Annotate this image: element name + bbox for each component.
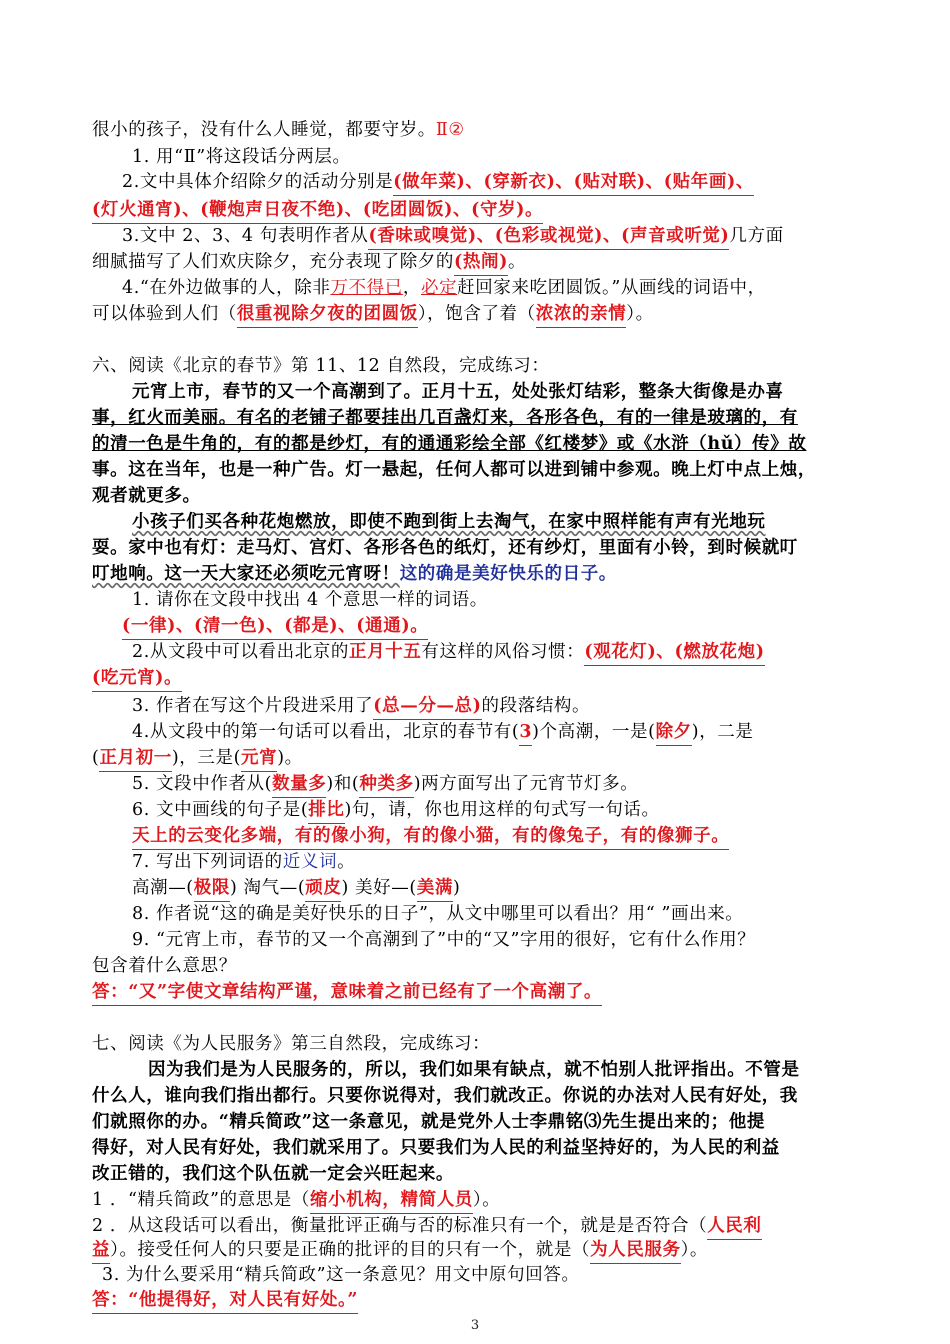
question-text: 几方面 [729,226,784,246]
s7-question-2-cont [92,1238,872,1263]
s7-para-line [92,1136,872,1161]
s6-question-2 [132,640,872,665]
s6-question-7 [132,850,872,875]
question-text: ）。 [680,1240,709,1260]
question-text: 3.文中 2、3、4 句表明作者从 [122,226,369,246]
question-text: ， [402,278,421,298]
highlight-word: 近义词 [282,852,338,872]
question-text: 2 ．从这段话可以看出，衡量批评正确与否的标准只有一个，就是是否符合（ [92,1216,708,1236]
answer-text: (一律)、(清一色)、(都是)、(通通)。 [122,614,428,640]
question-4-cont [92,302,872,327]
passage-text: 事。这在当年，也是一种广告。灯一悬起，任何人都可以进到铺中参观。晚上灯中点上烛， [92,460,816,480]
passage-text: 小孩子们买各种花炮燃放，即使不跑到街上去淘气，在家中照样能有声有光地玩 [132,512,766,532]
question-text: 细腻描写了人们欢庆除夕，充分表现了除夕的 [92,252,454,272]
question-4 [122,276,872,301]
s6-para2-line [92,536,872,561]
question-text: )两方面写出了元宵节灯多。 [413,774,639,794]
s6-para1-line [92,432,872,457]
question-text: ）。接受任何人的只要是正确的批评的目的只有一个，就是（ [110,1240,591,1260]
s6-para1-line [92,484,872,509]
question-text: 可以体验到人们（ [92,304,237,324]
question-text: 。 [337,852,356,872]
question-text: 8. 作者说“这的确是美好快乐的日子”，从文中哪里可以看出？用“ ”画出来。 [132,904,744,924]
page-number: 3 [470,1318,480,1333]
answer-text: 答：“又”字使文章结构严谨，意味着之前已经有了一个高潮了。 [92,980,602,1006]
passage-text: 很小的孩子，没有什么人睡觉，都要守岁。 [92,120,436,140]
passage-text: 耍。家中也有灯：走马灯、宫灯、各形各色的纸灯，还有纱灯，里面有小铃，到时候就叮 [92,538,798,558]
passage-text: 观者就更多。 [92,486,201,506]
answer-text: 极限 [194,876,230,902]
s6-answer-7 [132,876,872,901]
question-text: )句，请，你也用这样的句式写一句话。 [344,800,660,820]
s6-question-4 [132,720,872,745]
answer-text: 元宵 [241,746,277,772]
answer-text: 浓浓的亲情 [536,302,627,328]
question-text: 4.“在外边做事的人，除非 [122,278,331,298]
question-text: )和( [326,774,360,794]
question-2-cont [92,198,872,223]
answer-text: (总—分—总) [373,694,481,720]
question-2 [122,170,872,195]
highlight-sentence: 这的确是美好快乐的日子。 [399,564,617,584]
s6-question-4-cont [92,746,872,771]
question-text: 9. “元宵上市，春节的又一个高潮到了”中的“又”字用的很好，它有什么作用？ [132,930,756,950]
question-text: 3. 作者在写这个片段进采用了 [132,696,374,716]
s6-para1-line [92,458,872,483]
answer-text: 排比 [308,798,344,824]
question-text: 有这样的风俗习惯： [421,642,585,662]
answer-text: 缩小机构，精简人员 [310,1188,473,1214]
section-title: 七、阅读《为人民服务》第三自然段，完成练习： [92,1034,491,1054]
question-text: 7. 写出下列词语的 [132,852,283,872]
s6-question-5 [132,772,872,797]
question-text: 。 [507,252,527,272]
s6-answer-6 [132,824,872,849]
answer-text: 为人民服务 [590,1238,681,1264]
s6-question-8 [132,902,872,927]
question-text: ) 淘气—( [229,878,306,898]
s7-para-line [92,1162,872,1187]
s6-para2-line [132,510,872,535]
answer-text: (做年菜)、(穿新衣)、(贴对联)、(贴年画)、 [393,170,754,196]
section-6-title [92,354,872,379]
answer-text: 数量多 [272,772,326,798]
s6-question-1 [132,588,872,613]
section-7-title [92,1032,872,1057]
s7-question-3 [102,1263,872,1288]
answer-text: 很重视除夕夜的团圆饭 [237,302,418,328]
passage-text: 叮地响。这一天大家还必须吃元宵呀！ [92,564,400,584]
answer-text: 正月初一 [99,746,171,772]
question-text: )个高潮，一是( [532,722,656,742]
question-3-cont [92,250,872,275]
answer-text: 种类多 [359,772,413,798]
question-text: 1. 用“Ⅱ”将这段话分两层。 [132,147,351,167]
question-text: ) 美好—( [341,878,417,898]
s6-question-2-cont [92,666,872,691]
question-text: 6. 文中画线的句子是( [132,800,309,820]
answer-text: 顽皮 [305,876,341,902]
answer-text: 3 [519,720,532,746]
question-text: 2.从文段中可以看出北京的 [132,642,349,662]
answer-text: 答：“他提得好，对人民有好处。” [92,1288,358,1314]
s7-para-line [148,1058,872,1083]
s7-question-2 [92,1214,872,1239]
answer-text: (香味或嗅觉)、(色彩或视觉)、(声音或听觉) [368,224,729,250]
passage-text: 元宵上市，春节的又一个高潮到了。正月十五，处处张灯结彩，整条大街像是办喜 [132,382,784,402]
question-text: )，三是( [171,748,241,768]
s6-answer-1 [122,614,872,639]
s6-question-9 [132,928,872,953]
s6-para1-line [132,380,872,405]
question-text: 2.文中具体介绍除夕的活动分别是 [122,172,394,192]
s6-answer-9 [92,980,872,1005]
section-title: 六、阅读《北京的春节》第 11、12 自然段，完成练习： [92,356,550,376]
question-text: ) [453,878,461,898]
answer-text: (吃元宵)。 [92,666,182,692]
passage-text: 们就照你的办。“精兵简政”这一条意见，就是党外人士李鼎铭⑶先生提出来的；他提 [92,1112,765,1132]
question-text: 3. 为什么要采用“精兵简政”这一条意见？用文中原句回答。 [102,1265,580,1285]
s7-question-1 [92,1188,872,1213]
answer-text: 人民利 [707,1214,761,1240]
s6-para2-line [92,562,872,587]
question-text: 5. 文段中作者从( [132,774,273,794]
answer-text: (热闹) [454,250,508,276]
answer-text: 天上的云变化多端，有的像小狗，有的像小猫，有的像兔子，有的像狮子。 [132,824,729,850]
question-text: ）。 [626,304,654,324]
answer-text: 益 [92,1238,110,1264]
question-text: 1. 请你在文段中找出 4 个意思一样的词语。 [132,590,488,610]
question-text: 4.从文段中的第一句话可以看出，北京的春节有( [132,722,520,742]
s6-question-9-cont [92,954,872,979]
layer-mark: Ⅱ② [435,120,465,140]
answer-text: 除夕 [656,720,692,746]
passage-text: 的清一色是牛角的，有的都是纱灯，有的通通彩绘全部《红楼梦》或《水浒（hǔ）传》故 [92,434,807,454]
question-text: 1 ．“精兵简政”的意思是（ [92,1190,310,1210]
answer-text: (灯火通宵)、(鞭炮声日夜不绝)、(吃团圆饭)、(守岁)。 [92,198,543,224]
passage-text: 改正错的，我们这个队伍就一定会兴旺起来。 [92,1164,454,1184]
answer-text: 美满 [417,876,453,902]
question-text: ）。 [472,1190,501,1210]
question-text: ( [92,748,100,768]
underlined-word: 万不得已 [330,278,403,298]
passage-text: 什么人，谁向我们指出都行。只要你说得对，我们就改正。你说的办法对人民有好处，我 [92,1086,798,1106]
highlight-word: 正月十五 [349,642,422,662]
question-text: 的段落结构。 [481,696,591,716]
s6-question-6 [132,798,872,823]
question-text: )，二是 [691,722,754,742]
underlined-word: 必定 [420,278,458,298]
passage-text: 事，红火而美丽。有名的老铺子都要挂出几百盏灯来，各形各色，有的一律是玻璃的，有 [92,408,798,428]
question-text: 赶回家来吃团圆饭。”从画线的词语中， [457,278,766,298]
question-text: 高潮—( [132,878,194,898]
question-text: )。 [277,748,303,768]
question-text: 包含着什么意思？ [92,956,237,976]
answer-text: (观花灯)、(燃放花炮) [584,640,764,666]
s7-para-line [92,1084,872,1109]
s6-question-3 [132,694,872,719]
passage-text: 因为我们是为人民服务的，所以，我们如果有缺点，就不怕别人批评指出。不管是 [148,1060,800,1080]
text-line [92,118,872,143]
s7-para-line [92,1110,872,1135]
question-3 [122,224,872,249]
s6-para1-line [92,406,872,431]
passage-text: 得好，对人民有好处，我们就采用了。只要我们为人民的利益坚持好的，为人民的利益 [92,1138,780,1158]
s7-answer-3 [92,1288,872,1313]
question-text: ），饱含了着（ [417,304,536,324]
